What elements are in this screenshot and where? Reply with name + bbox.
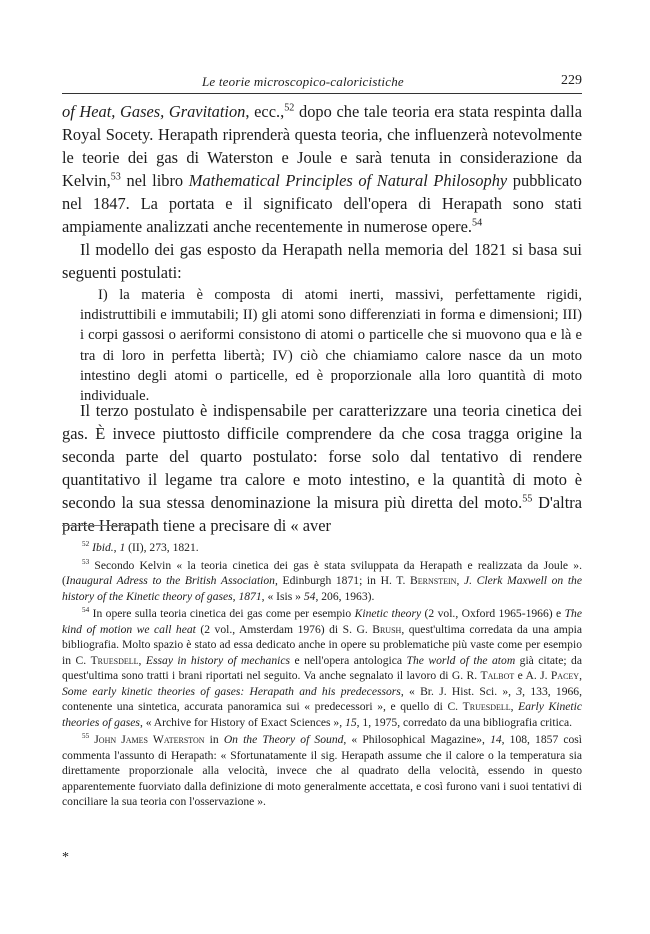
- italic-run: On the Theory of Sound: [223, 733, 344, 746]
- footnote-55: [62, 732, 582, 810]
- text-run: , quest'ultima corredata da una ampia bibliografia. Molto spazio è stato ad essa dedicato anche in opere su problematiche più vaste come per esempio in C.: [62, 622, 582, 667]
- text-run: , ecc.,: [245, 102, 285, 121]
- author-name: Truesdell: [462, 700, 511, 713]
- text-run: ,: [456, 574, 464, 587]
- text-run: , 206, 1963).: [315, 589, 375, 603]
- italic-run: 1: [119, 541, 126, 554]
- text-run: , « Br. J. Hist. Sci. »,: [400, 684, 517, 698]
- italic-run: 14: [490, 733, 502, 746]
- italic-run: Some early kinetic theories of gases: Herapath and his predecessors: [62, 684, 401, 698]
- footnotes: [62, 540, 582, 810]
- italic-run: 54: [303, 589, 316, 603]
- page-number: 229: [561, 73, 582, 88]
- text-run: (II), 273, 1821.: [125, 541, 199, 554]
- italic-run: Essay in history of mechanics: [145, 653, 290, 667]
- footnote-rule: [62, 525, 132, 526]
- text-run: ,: [138, 653, 146, 667]
- bottom-asterisk: *: [62, 850, 69, 865]
- footnote-ref: 53: [110, 171, 121, 183]
- author-name: Pacey: [550, 669, 580, 682]
- paragraph-3: [62, 399, 582, 537]
- text-run: nel libro: [120, 171, 189, 190]
- paragraph-2: [62, 238, 582, 284]
- footnote-ref: 55: [82, 732, 90, 741]
- author-name: Talbot: [480, 669, 515, 682]
- footnote-52: [62, 540, 582, 556]
- text-run: In opere sulla teoria cinetica dei gas come per esempio: [89, 607, 355, 620]
- author-name: Bernstein: [410, 574, 457, 587]
- text-run: , « Isis »: [261, 589, 304, 603]
- text-run: (2 vol., Oxford 1965-1966) e: [421, 607, 565, 620]
- text-run: Secondo Kelvin « la teoria cinetica dei gas è stata sviluppata da Herapath e realizzata da Joule ». (: [62, 558, 582, 587]
- italic-run: 15: [345, 715, 357, 729]
- italic-run: Kinetic theory: [354, 607, 422, 620]
- italic-run: The kind of motion we call heat: [62, 607, 582, 636]
- running-header: [62, 72, 582, 94]
- main-text: [62, 100, 582, 284]
- quote-paragraph: [80, 285, 582, 406]
- italic-run: Ibid.: [92, 541, 114, 554]
- text-run: già citate; da quest'ultima sono tratti i brani riportati nel seguito. Va anche segnalato il lavoro di G. R.: [62, 653, 583, 682]
- text-run: , 108, 1857 così commenta l'assunto di Herapath: « Sfortunatamente il sig. Herapath assume che il calore o la temperatura sia direttamente proporzionale alla velocità, invece che al quadrato della velocità, essendo in questo apparentemente fuorviato dalla definizione di moto generalmente accettata, e così furono vani i suoi tentativi di conciliare la sua teoria con l'osservazione ».: [62, 733, 583, 808]
- italic-run: Mathematical Principles of Natural Philosophy: [188, 171, 508, 190]
- text-run: pubblicato nel 1847. La portata e il significato dell'opera di Herapath sono stati ampiamente analizzati anche recentemente in numerose opere.: [62, 171, 582, 236]
- header-rule: [62, 93, 582, 94]
- text-run: ,: [113, 541, 120, 554]
- footnote-ref: 53: [82, 557, 90, 566]
- paragraph-1: [62, 100, 582, 238]
- footnote-ref: 52: [284, 102, 295, 114]
- text-run: Il modello dei gas esposto da Herapath nella memoria del 1821 si basa sui seguenti postulati:: [62, 240, 582, 282]
- text-run: Il terzo postulato è indispensabile per caratterizzare una teoria cinetica dei gas. È invece piuttosto difficile comprendere da che cosa tragga origine la seconda parte del quarto postulato: forse solo dal tentativo di rendere quantitativo il legame tra calore e moto intestino, e la quantità di moto è secondo la sua stessa denominazione la misura più diretta del moto.: [62, 401, 582, 512]
- text-run: ,: [579, 669, 582, 682]
- postulates-quote: [80, 285, 582, 406]
- footnote-54: [62, 606, 582, 730]
- text-run: , « Archive for History of Exact Sciences »,: [139, 715, 346, 729]
- footnote-ref: 54: [472, 217, 483, 229]
- footnote-ref: 55: [522, 493, 533, 505]
- text-run: , Edinburgh 1871; in H. T.: [274, 574, 411, 587]
- author-name: Brush: [372, 622, 402, 636]
- footnote-53: [62, 558, 582, 605]
- text-run: ,: [510, 700, 519, 713]
- text-run: D'altra parte Herapath tiene a precisare di « aver: [62, 493, 583, 535]
- text-run: (2 vol., Amsterdam 1976) di S. G.: [195, 622, 373, 636]
- italic-run: 3: [516, 684, 523, 698]
- italic-run: J. Clerk Maxwell on the history of the Kinetic theory of gases, 1871: [62, 574, 583, 603]
- text-run: e A. J.: [514, 669, 551, 682]
- author-name: John James Waterston: [94, 733, 205, 746]
- main-text-continued: [62, 399, 582, 537]
- italic-run: Early Kinetic theories of gases: [62, 700, 582, 729]
- italic-run: The world of the atom: [406, 653, 516, 667]
- italic-run: of Heat, Gases, Gravitation: [62, 102, 246, 121]
- running-title: Le teorie microscopico-caloricistiche: [202, 74, 404, 89]
- text-run: dopo che tale teoria era stata respinta dalla Royal Socety. Herapath riprenderà questa teoria, che influenzerà notevolmente le teorie dei gas di Waterston e Joule e sarà tenuta in considerazione da Kelvin,: [62, 102, 583, 190]
- author-name: Truesdell: [90, 653, 139, 667]
- text-run: in: [204, 733, 224, 746]
- footnote-ref: 54: [82, 606, 90, 615]
- text-run: , « Philosophical Magazine»,: [343, 733, 491, 746]
- text-run: e nell'opera antologica: [290, 653, 407, 667]
- text-run: , 1, 1975, corredato da una bibliografia critica.: [356, 715, 572, 729]
- text-run: , 133, 1966, contenente una sintetica, accurata panoramica sui « predecessori », e quello di C.: [62, 684, 583, 713]
- italic-run: Inaugural Adress to the British Association: [65, 574, 275, 587]
- footnote-ref: 52: [82, 540, 90, 549]
- text-run: I) la materia è composta di atomi inerti, massivi, perfettamente rigidi, indistruttibili e immutabili; II) gli atomi sono differenziati in forma e dimensioni; III) i corpi gassosi o aeriformi consistono di atomi o particelle che si muovono qua e là e tra di loro in perfetta libertà; IV) ciò che chiamiamo calore nasce da un moto intestino degli atomi o particelle, ed è proporzionale alla loro quantità di moto individuale.: [80, 287, 582, 405]
